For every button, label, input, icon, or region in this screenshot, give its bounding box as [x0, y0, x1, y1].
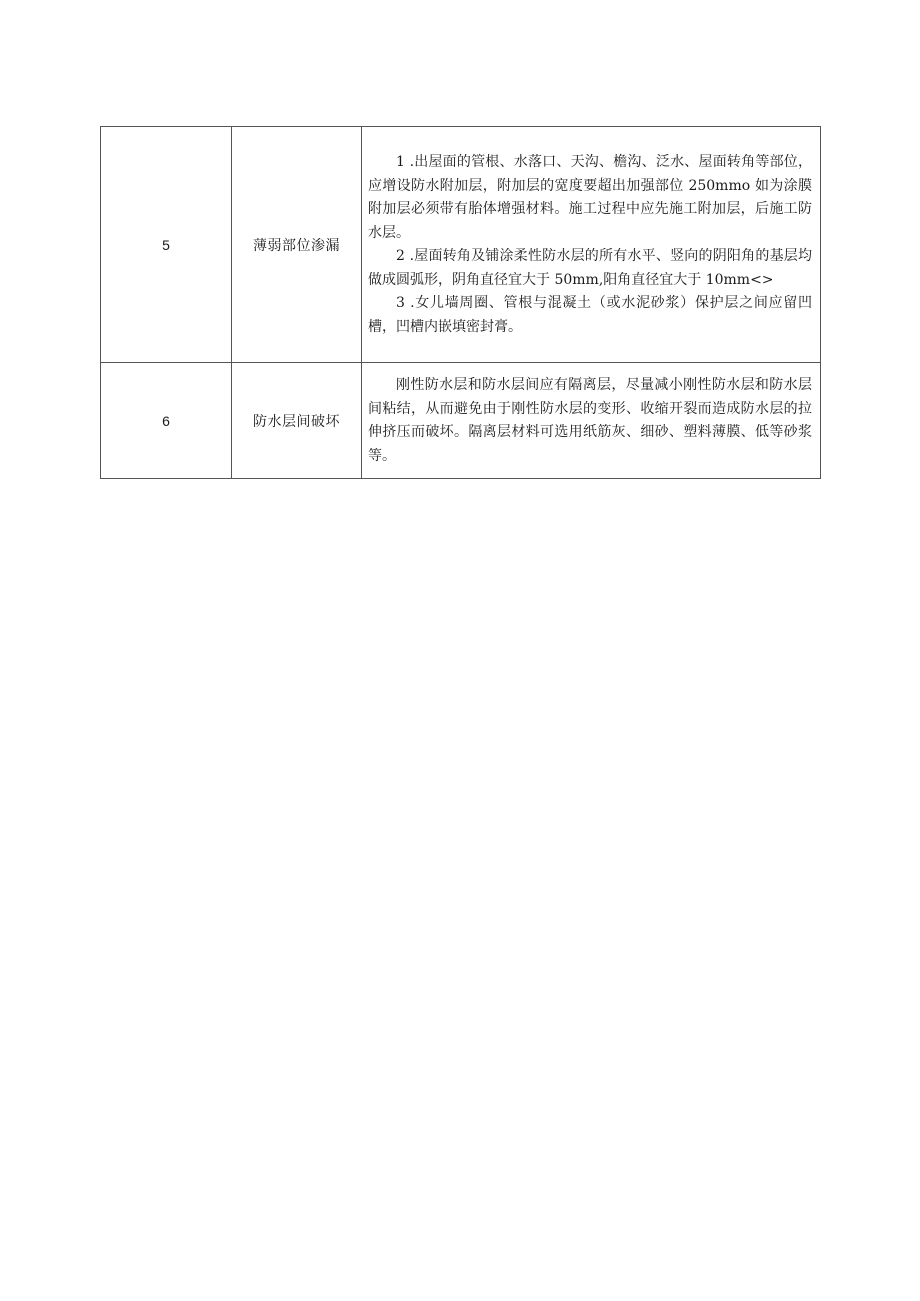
row-number-cell: [101, 127, 232, 363]
defect-name-cell: [232, 363, 362, 479]
defect-remedy-table: [100, 126, 821, 479]
row-number-cell: [101, 363, 232, 479]
remedy-paragraph: 1 .出屋面的管根、水落口、天沟、檐沟、泛水、屋面转角等部位，应增设防水附加层，附加层的宽度要超出加强部位 250mmo 如为涂膜附加层必须带有胎体增强材料。施工过程中应先施工附加层，后施工防水层。: [368, 154, 812, 241]
remedy-paragraph: 刚性防水层和防水层间应有隔离层，尽量减小刚性防水层和防水层间粘结，从而避免由于刚性防水层的变形、收缩开裂而造成防水层的拉伸挤压而破坏。隔离层材料可选用纸筋灰、细砂、塑料薄膜、低等砂浆等。: [368, 377, 812, 464]
table-row: [101, 363, 821, 479]
defect-name: 薄弱部位渗漏: [253, 237, 340, 254]
remedy-description-cell: [362, 127, 821, 363]
remedy-paragraph: 3 .女儿墙周圈、管根与混凝土（或水泥砂浆）保护层之间应留凹槽，凹槽内嵌填密封膏。: [368, 295, 812, 335]
defect-name-cell: [232, 127, 362, 363]
defect-name: 防水层间破坏: [253, 413, 340, 430]
row-number: 5: [162, 236, 170, 253]
row-number: 6: [162, 412, 170, 429]
table-row: [101, 127, 821, 363]
remedy-description-cell: [362, 363, 821, 479]
remedy-paragraph: 2 .屋面转角及铺涂柔性防水层的所有水平、竖向的阴阳角的基层均做成圆弧形，阴角直径宜大于 50mm,阳角直径宜大于 10mm<>: [368, 248, 812, 288]
